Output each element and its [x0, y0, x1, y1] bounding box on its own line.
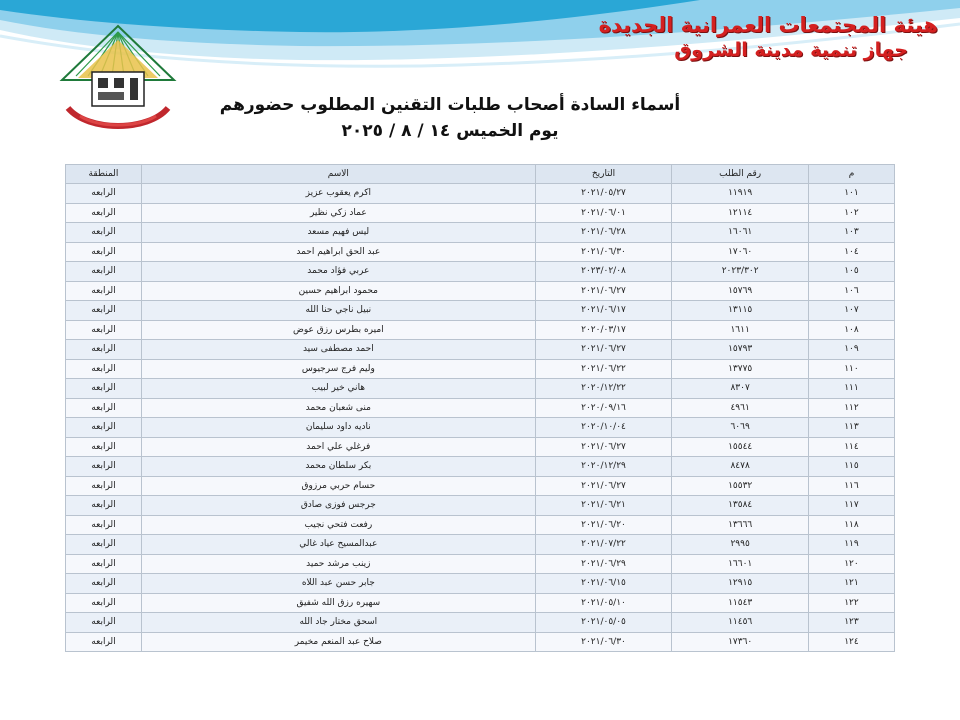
organization-title [518, 12, 938, 62]
cell-name: اميره بطرس رزق عوض [141, 320, 535, 340]
cell-name: محمود ابراهيم حسين [141, 281, 535, 301]
table-row [66, 554, 895, 574]
cell-name: ناديه داود سليمان [141, 418, 535, 438]
cell-date: ٢٠٢١/٠٥/٢٧ [535, 184, 672, 204]
cell-area: الرابعه [66, 437, 142, 457]
cell-request-number: ١٢٩١٥ [672, 574, 809, 594]
cell-serial: ١٠٤ [808, 242, 894, 262]
table-row [66, 281, 895, 301]
cell-name: حسام حربي مرزوق [141, 476, 535, 496]
cell-area: الرابعه [66, 457, 142, 477]
cell-date: ٢٠٢١/٠٦/٢٧ [535, 437, 672, 457]
cell-name: احمد مصطفى سيد [141, 340, 535, 360]
cell-request-number: ١٥٥٤٤ [672, 437, 809, 457]
cell-name: عبدالمسيح عياد غالي [141, 535, 535, 555]
cell-request-number: ٢٩٩٥ [672, 535, 809, 555]
cell-area: الرابعه [66, 418, 142, 438]
table-row [66, 320, 895, 340]
cell-request-number: ١٣٧٧٥ [672, 359, 809, 379]
cell-request-number: ١٧٣٦٠ [672, 632, 809, 652]
cell-serial: ١٠٧ [808, 301, 894, 321]
cell-area: الرابعه [66, 632, 142, 652]
cell-serial: ١٠٢ [808, 203, 894, 223]
cell-name: نبيل ناجي حنا الله [141, 301, 535, 321]
cell-date: ٢٠٢١/٠٥/٠٥ [535, 613, 672, 633]
cell-name: فرغلي علي احمد [141, 437, 535, 457]
cell-serial: ١٠٨ [808, 320, 894, 340]
cell-area: الرابعه [66, 320, 142, 340]
cell-name: هاني خير لبيب [141, 379, 535, 399]
cell-serial: ١١٤ [808, 437, 894, 457]
table-row [66, 203, 895, 223]
cell-date: ٢٠٢١/٠٦/٢٧ [535, 340, 672, 360]
cell-date: ٢٠٢١/٠٦/١٧ [535, 301, 672, 321]
cell-date: ٢٠٢١/٠٦/٣٠ [535, 242, 672, 262]
cell-date: ٢٠٢١/٠٥/١٠ [535, 593, 672, 613]
cell-name: اكرم يعقوب عزيز [141, 184, 535, 204]
cell-name: عماد زكي نظير [141, 203, 535, 223]
cell-area: الرابعه [66, 223, 142, 243]
cell-name: سهيره رزق الله شفيق [141, 593, 535, 613]
cell-request-number: ١١٥٤٣ [672, 593, 809, 613]
cell-serial: ١١٥ [808, 457, 894, 477]
column-header-request-number: رقم الطلب [672, 165, 809, 184]
table-row [66, 496, 895, 516]
applicants-table [65, 164, 895, 652]
table-row [66, 574, 895, 594]
cell-serial: ١١٢ [808, 398, 894, 418]
cell-date: ٢٠٢١/٠٦/٠١ [535, 203, 672, 223]
table-row [66, 184, 895, 204]
cell-area: الرابعه [66, 281, 142, 301]
cell-name: صلاح عبد المنعم مخيمر [141, 632, 535, 652]
cell-serial: ١١٠ [808, 359, 894, 379]
cell-area: الرابعه [66, 301, 142, 321]
table-row [66, 632, 895, 652]
cell-name: اسحق مختار جاد الله [141, 613, 535, 633]
cell-serial: ١١١ [808, 379, 894, 399]
cell-serial: ١٠٥ [808, 262, 894, 282]
table-row [66, 242, 895, 262]
cell-name: بكر سلطان محمد [141, 457, 535, 477]
cell-request-number: ١٧٠٦٠ [672, 242, 809, 262]
cell-area: الرابعه [66, 398, 142, 418]
cell-request-number: ١٥٧٩٣ [672, 340, 809, 360]
cell-request-number: ١١٤٥٦ [672, 613, 809, 633]
cell-area: الرابعه [66, 554, 142, 574]
cell-date: ٢٠٢١/٠٦/٢٩ [535, 554, 672, 574]
cell-date: ٢٠٢٠/١٢/٢٩ [535, 457, 672, 477]
table-row [66, 476, 895, 496]
cell-date: ٢٠٢١/٠٦/٢٧ [535, 281, 672, 301]
table-row [66, 437, 895, 457]
cell-date: ٢٠٢١/٠٦/٢٠ [535, 515, 672, 535]
cell-area: الرابعه [66, 515, 142, 535]
cell-name: زينب مرشد حميد [141, 554, 535, 574]
cell-serial: ١١٣ [808, 418, 894, 438]
table-row [66, 418, 895, 438]
cell-date: ٢٠٢٠/٠٣/١٧ [535, 320, 672, 340]
cell-request-number: ١٦١١ [672, 320, 809, 340]
table-row [66, 398, 895, 418]
cell-area: الرابعه [66, 496, 142, 516]
cell-date: ٢٠٢١/٠٧/٢٢ [535, 535, 672, 555]
cell-area: الرابعه [66, 340, 142, 360]
cell-area: الرابعه [66, 242, 142, 262]
table-row [66, 515, 895, 535]
cell-serial: ١١٦ [808, 476, 894, 496]
cell-name: جابر حسن عبد اللاه [141, 574, 535, 594]
cell-request-number: ٤٩٦١ [672, 398, 809, 418]
cell-date: ٢٠٢١/٠٦/٢٧ [535, 476, 672, 496]
cell-name: ليس فهيم مسعد [141, 223, 535, 243]
cell-serial: ١٠٣ [808, 223, 894, 243]
cell-request-number: ١١٩١٩ [672, 184, 809, 204]
cell-serial: ١٢٤ [808, 632, 894, 652]
cell-area: الرابعه [66, 593, 142, 613]
cell-serial: ١٢٠ [808, 554, 894, 574]
column-header-area: المنطقة [66, 165, 142, 184]
table-row [66, 457, 895, 477]
column-header-date: التاريخ [535, 165, 672, 184]
table-row [66, 340, 895, 360]
document-headline [200, 92, 700, 144]
cell-area: الرابعه [66, 359, 142, 379]
cell-request-number: ٢٠٢٣/٣٠٢ [672, 262, 809, 282]
cell-serial: ١١٨ [808, 515, 894, 535]
cell-name: عبد الحق ابراهيم احمد [141, 242, 535, 262]
table-row [66, 593, 895, 613]
cell-date: ٢٠٢١/٠٦/٣٠ [535, 632, 672, 652]
column-header-name: الاسم [141, 165, 535, 184]
table-row [66, 359, 895, 379]
cell-serial: ١٢٣ [808, 613, 894, 633]
cell-area: الرابعه [66, 203, 142, 223]
cell-serial: ١٠١ [808, 184, 894, 204]
meeting-date: يوم الخميس ١٤ / ٨ / ٢٠٢٥ [341, 121, 559, 141]
cell-area: الرابعه [66, 379, 142, 399]
cell-date: ٢٠٢٠/١٢/٢٢ [535, 379, 672, 399]
cell-date: ٢٠٢٠/١٠/٠٤ [535, 418, 672, 438]
cell-date: ٢٠٢١/٠٦/١٥ [535, 574, 672, 594]
cell-name: وليم فرج سرجيوس [141, 359, 535, 379]
cell-name: رفعت فتحي نجيب [141, 515, 535, 535]
shorouk-city-logo-icon [58, 22, 178, 137]
cell-name: منى شعبان محمد [141, 398, 535, 418]
org-title-line1: هيئة المجتمعات العمرانية الجديدة [598, 13, 938, 37]
cell-area: الرابعه [66, 613, 142, 633]
table-row [66, 379, 895, 399]
cell-name: عربي فؤاد محمد [141, 262, 535, 282]
cell-serial: ١٠٩ [808, 340, 894, 360]
cell-request-number: ٨٣٠٧ [672, 379, 809, 399]
cell-serial: ١١٧ [808, 496, 894, 516]
table-row [66, 613, 895, 633]
cell-date: ٢٠٢٠/٠٩/١٦ [535, 398, 672, 418]
cell-date: ٢٠٢١/٠٦/٢٨ [535, 223, 672, 243]
cell-date: ٢٠٢٣/٠٢/٠٨ [535, 262, 672, 282]
cell-serial: ١٢١ [808, 574, 894, 594]
cell-date: ٢٠٢١/٠٦/٢٢ [535, 359, 672, 379]
cell-request-number: ٨٤٧٨ [672, 457, 809, 477]
cell-area: الرابعه [66, 476, 142, 496]
cell-request-number: ١٢١١٤ [672, 203, 809, 223]
cell-request-number: ١٥٥٣٢ [672, 476, 809, 496]
cell-area: الرابعه [66, 535, 142, 555]
cell-request-number: ١٣٥٨٤ [672, 496, 809, 516]
table-row [66, 301, 895, 321]
table-header-row [66, 165, 895, 184]
cell-serial: ١٢٢ [808, 593, 894, 613]
column-header-serial: م [808, 165, 894, 184]
cell-request-number: ١٦٠٦١ [672, 223, 809, 243]
cell-request-number: ١٣١١٥ [672, 301, 809, 321]
cell-name: جرجس فوزى صادق [141, 496, 535, 516]
page-title: أسماء السادة أصحاب طلبات التقنين المطلوب حضورهم [219, 95, 681, 115]
cell-serial: ١١٩ [808, 535, 894, 555]
cell-request-number: ١٥٧٦٩ [672, 281, 809, 301]
cell-request-number: ٦٠٦٩ [672, 418, 809, 438]
cell-request-number: ١٣٦٦٦ [672, 515, 809, 535]
cell-date: ٢٠٢١/٠٦/٢١ [535, 496, 672, 516]
cell-serial: ١٠٦ [808, 281, 894, 301]
cell-area: الرابعه [66, 262, 142, 282]
cell-request-number: ١٦٦٠١ [672, 554, 809, 574]
cell-area: الرابعه [66, 574, 142, 594]
table-row [66, 223, 895, 243]
cell-area: الرابعه [66, 184, 142, 204]
org-title-line2: جهاز تنمية مدينة الشروق [674, 39, 908, 61]
table-row [66, 262, 895, 282]
table-row [66, 535, 895, 555]
